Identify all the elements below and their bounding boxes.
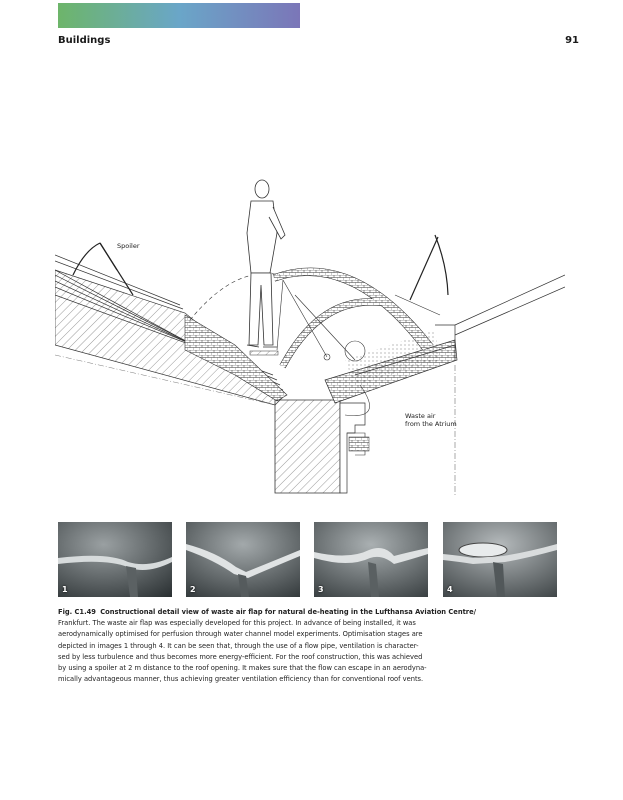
caption-line-first (58, 607, 568, 618)
caption-title: Constructional detail view of waste air flap for natural de-heating in the Lufthansa Aviation Centre/ (100, 608, 477, 616)
header-gradient-bar (58, 3, 300, 28)
figure-caption (58, 607, 568, 685)
right-roof (325, 275, 565, 403)
section-title: Buildings (58, 35, 111, 46)
photo-number: 2 (190, 585, 196, 594)
spoiler-label: Spoiler (117, 242, 140, 250)
page-number: 91 (565, 35, 579, 46)
photo-stage-2 (186, 522, 300, 597)
photo-number: 3 (318, 585, 324, 594)
caption-line: aerodynamically optimised for perfusion through water channel model experiments. Optimisation stages are (58, 630, 423, 639)
caption-line: sed by less turbulence and thus becomes more energy-efficient. For the roof construction, this was achieved (58, 652, 423, 661)
photo-stage-4 (443, 522, 557, 597)
concrete-wall (275, 400, 369, 493)
photo-stage-3 (314, 522, 428, 597)
waste-air-label-1: Waste air (405, 412, 436, 420)
caption-line: Frankfurt. The waste air flap was especially developed for this project. In advance of being installed, it was (58, 619, 416, 628)
photo-stage-1 (58, 522, 172, 597)
figure-label: Fig. C1.49 (58, 608, 96, 616)
caption-line: by using a spoiler at 2 m distance to the roof opening. It makes sure that the flow can escape in an aerodyna- (58, 664, 427, 673)
caption-line: mically advantageous manner, thus achieving greater ventilation efficiency than for conventional roof vents. (58, 675, 424, 684)
right-spoiler (410, 235, 448, 300)
caption-line: depicted in images 1 through 4. It can be seen that, through the use of a flow pipe, ventilation is character- (58, 641, 419, 650)
waste-air-label-2: from the Atrium (405, 420, 457, 428)
photo-number: 4 (447, 585, 453, 594)
waste-air-flap-drawing (55, 175, 565, 495)
photo-strip (58, 522, 557, 597)
photo-number: 1 (62, 585, 68, 594)
